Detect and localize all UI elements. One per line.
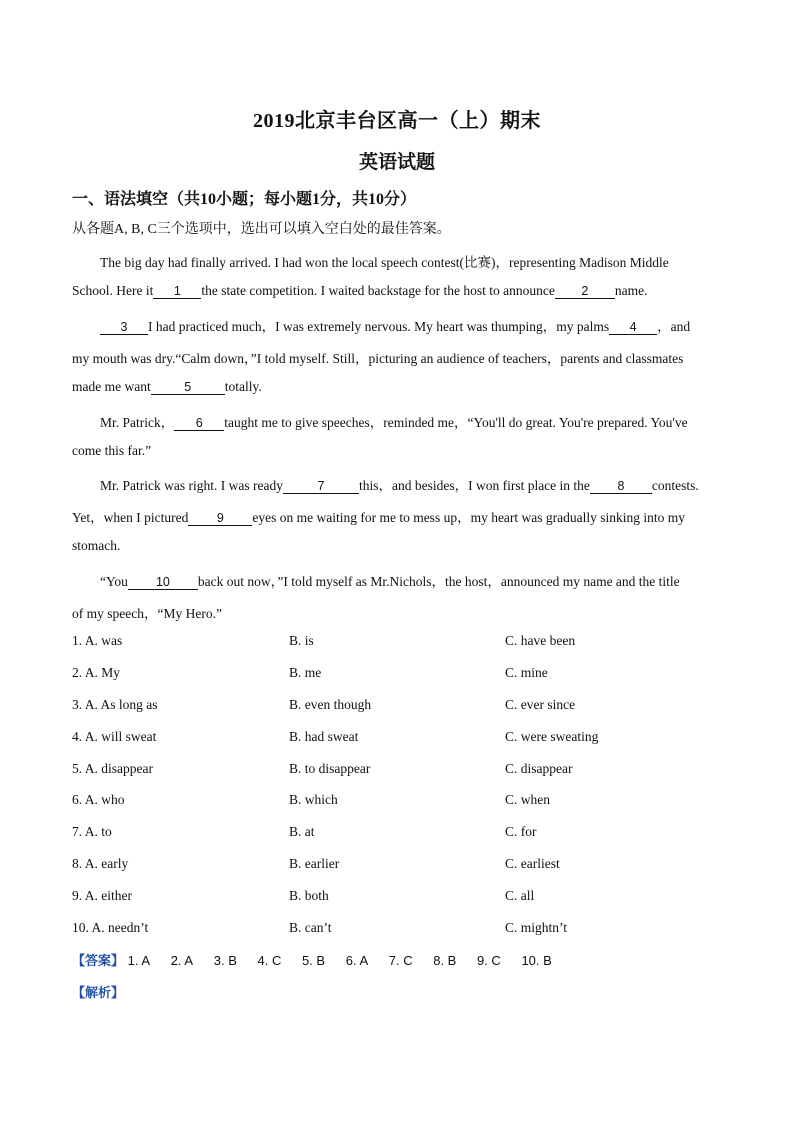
answer-item: 7. C	[388, 953, 413, 968]
answer-item: 3. B	[213, 953, 237, 968]
passage-text: School. Here it	[72, 283, 154, 298]
option-a: 3. A. As long as	[72, 697, 158, 712]
passage-text: of my speech，“My Hero.”	[72, 606, 222, 621]
option-b: B. can’t	[289, 920, 332, 935]
answer-label: 【答案】	[72, 954, 125, 969]
blank-6: 6	[174, 416, 224, 431]
passage-text: I had practiced much，I was extremely nervous. My heart was thumping，my palms	[148, 319, 610, 334]
blank-2: 2	[555, 284, 615, 299]
answer-item: 2. A	[170, 953, 194, 968]
answer-item: 5. B	[301, 953, 326, 968]
passage-line	[100, 315, 690, 335]
passage-text: Yet，when I pictured	[72, 510, 189, 525]
option-a: 9. A. either	[72, 888, 132, 903]
option-a: 4. A. will sweat	[72, 729, 157, 744]
passage-text: the state competition. I waited backstage for the host to announce	[201, 283, 555, 298]
passage-text: made me want	[72, 379, 151, 394]
passage-text: this，and besides，I won first place in the	[358, 478, 590, 493]
option-a: 10. A. needn’t	[72, 920, 149, 935]
section-heading: 一、语法填空（共10小题；每小题1分，共10分）	[72, 191, 417, 208]
option-c: C. were sweating	[505, 729, 599, 744]
passage-line	[72, 283, 648, 299]
option-b: B. to disappear	[289, 761, 371, 776]
option-c: C. mightn’t	[505, 920, 568, 935]
instruction-text: 从各题A, B, C三个选项中，选出可以填入空白处的最佳答案。	[72, 222, 451, 237]
option-a: 7. A. to	[72, 824, 112, 839]
answer-key	[72, 950, 569, 969]
option-b: B. both	[289, 888, 329, 903]
answer-item: 9. C	[476, 953, 501, 968]
option-b: B. had sweat	[289, 729, 359, 744]
passage-line	[100, 411, 688, 431]
blank-9: 9	[188, 511, 252, 526]
passage-text: contests.	[651, 478, 699, 493]
option-b: B. earlier	[289, 856, 340, 871]
option-c: C. when	[505, 792, 550, 807]
answer-item: 8. B	[433, 953, 457, 968]
passage-text: name.	[614, 283, 648, 298]
passage-text: come this far.”	[72, 443, 152, 458]
passage-text: taught me to give speeches，reminded me，“You'll do great. You're prepared. You've	[224, 415, 688, 430]
option-c: C. for	[505, 824, 537, 839]
passage-line	[100, 474, 699, 494]
option-b: B. which	[289, 792, 338, 807]
passage-line	[72, 443, 151, 459]
passage-text: “You	[100, 574, 128, 589]
passage-text: totally.	[224, 379, 262, 394]
option-c: C. mine	[505, 665, 548, 680]
option-c: C. disappear	[505, 761, 573, 776]
option-b: B. is	[289, 633, 314, 648]
blank-10: 10	[128, 575, 198, 590]
blank-7: 7	[283, 479, 359, 494]
passage-line	[72, 538, 120, 554]
passage-line	[72, 506, 685, 526]
passage-text: Mr. Patrick was right. I was ready	[100, 478, 283, 493]
passage-line	[72, 347, 683, 367]
answer-item: 6. A	[345, 953, 369, 968]
option-c: C. all	[505, 888, 535, 903]
option-a: 5. A. disappear	[72, 761, 153, 776]
passage-text: back out now，”I told myself as Mr.Nichols，the host，announced my name and the title	[197, 574, 680, 589]
blank-4: 4	[609, 320, 657, 335]
passage-line	[72, 602, 222, 622]
page-subtitle: 英语试题	[358, 152, 435, 173]
passage-text: stomach.	[72, 538, 121, 553]
passage-line	[100, 570, 680, 590]
passage-text: ，and	[657, 319, 691, 334]
blank-5: 5	[151, 380, 225, 395]
analysis-label: 【解析】	[72, 986, 125, 1001]
passage-text: Mr. Patrick，	[100, 415, 175, 430]
answer-item: 10. B	[521, 953, 552, 968]
passage-text: The big day had finally arrived. I had won the local speech contest(比赛)，representing Madison Middle	[100, 255, 669, 270]
option-c: C. ever since	[505, 697, 576, 712]
passage-text: my mouth was dry.“Calm down，”I told myself. Still，picturing an audience of teachers，parents and classmates	[72, 351, 684, 366]
passage-text: eyes on me waiting for me to mess up，my heart was gradually sinking into my	[252, 510, 686, 525]
blank-3: 3	[100, 320, 148, 335]
option-a: 6. A. who	[72, 792, 125, 807]
passage-line	[100, 251, 669, 271]
passage-line	[72, 379, 262, 395]
option-b: B. at	[289, 824, 315, 839]
option-c: C. have been	[505, 633, 576, 648]
answer-item: 4. C	[257, 953, 282, 968]
blank-1: 1	[153, 284, 201, 299]
option-a: 8. A. early	[72, 856, 129, 871]
option-c: C. earliest	[505, 856, 560, 871]
answer-item: 1. A	[127, 953, 151, 968]
blank-8: 8	[590, 479, 652, 494]
page-title: 2019北京丰台区高一（上）期末	[253, 110, 541, 132]
option-a: 1. A. was	[72, 633, 123, 648]
option-a: 2. A. My	[72, 665, 121, 680]
option-b: B. even though	[289, 697, 372, 712]
option-b: B. me	[289, 665, 322, 680]
